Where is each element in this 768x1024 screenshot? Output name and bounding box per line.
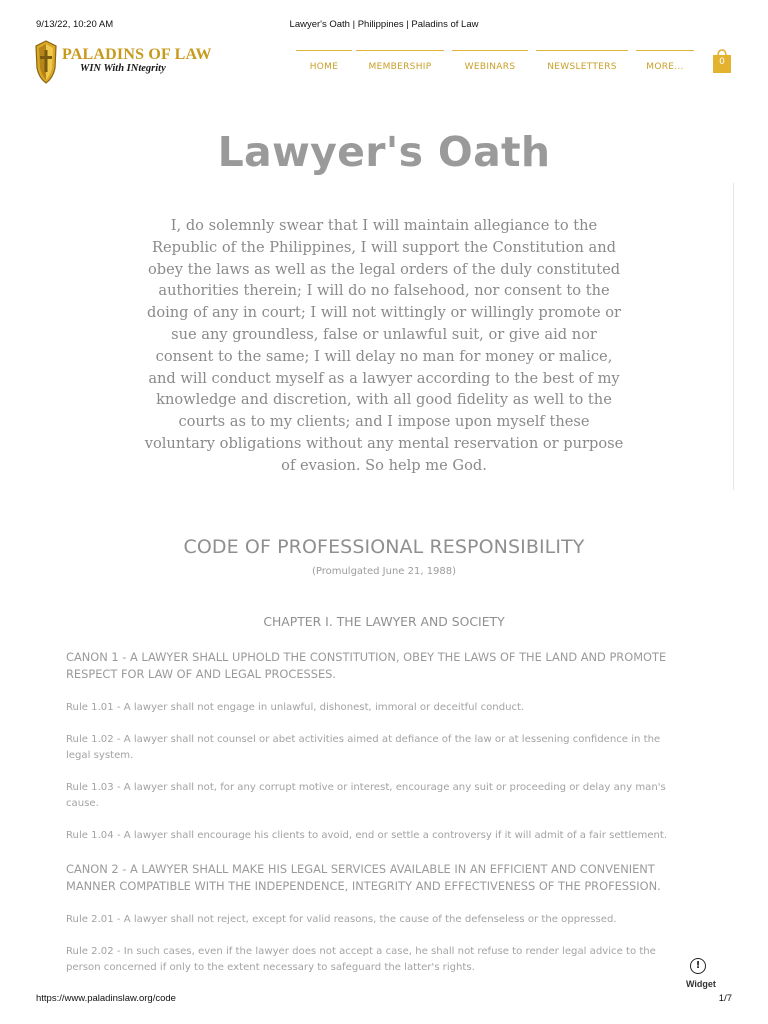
rule-1-04 xyxy=(66,828,706,844)
logo-brand-text: PALADINS OF LAW xyxy=(62,46,212,63)
canon-line: CANON 2 - A LAWYER SHALL MAKE HIS LEGAL SERVICES AVAILABLE IN AN EFFICIENT AND CONVENIENT xyxy=(66,862,655,876)
rule-1-01 xyxy=(66,700,706,716)
rule-line: Rule 1.03 - A lawyer shall not, for any corrupt motive or interest, encourage any suit or proceeding or delay any man's xyxy=(66,782,666,793)
oath-line: I, do solemnly swear that I will maintain allegiance to the xyxy=(170,217,598,234)
canon-line: RESPECT FOR LAW OF AND LEGAL PROCESSES. xyxy=(66,666,337,681)
rule-line: Rule 1.04 - A lawyer shall encourage his clients to avoid, end or settle a controversy if it will admit of a fair settlement. xyxy=(66,830,668,841)
rule-line: Rule 1.01 - A lawyer shall not engage in unlawful, dishonest, immoral or deceitful conduct. xyxy=(66,702,525,713)
canon-1 xyxy=(66,649,706,682)
site-logo[interactable] xyxy=(34,40,214,86)
rule-2-01 xyxy=(66,912,706,928)
rule-line: person concerned if only to the extent necessary to safeguard the latter's rights. xyxy=(66,961,475,973)
canon-line: MANNER COMPATIBLE WITH THE INDEPENDENCE, INTEGRITY AND EFFECTIVENESS OF THE PROFESSION. xyxy=(66,878,661,893)
nav-membership[interactable]: MEMBERSHIP xyxy=(356,50,444,77)
print-datetime: 9/13/22, 10:20 AM xyxy=(36,19,114,30)
page-title: Lawyer's Oath xyxy=(217,128,551,176)
nav-webinars[interactable]: WEBINARS xyxy=(452,50,528,77)
oath-line: sue any groundless, false or unlawful suit, or give aid nor xyxy=(171,325,597,343)
nav-more[interactable]: MORE... xyxy=(636,50,694,77)
canon-2 xyxy=(66,861,706,894)
rule-line: cause. xyxy=(66,797,99,809)
print-page-number: 1/7 xyxy=(718,993,732,1004)
oath-line: and will conduct myself as a lawyer according to the best of my xyxy=(148,369,620,387)
rule-line: Rule 2.01 - A lawyer shall not reject, except for valid reasons, the cause of the defenseless or the oppressed. xyxy=(66,914,617,925)
alert-circle-icon: ! xyxy=(690,958,706,974)
oath-line: consent to the same; I will delay no man for money or malice, xyxy=(155,347,613,365)
chapter-heading: CHAPTER I. THE LAWYER AND SOCIETY xyxy=(263,614,505,629)
cart-button[interactable] xyxy=(712,49,732,74)
rule-2-02 xyxy=(66,944,706,975)
rule-line: legal system. xyxy=(66,749,134,761)
oath-line: doing of any in court; I will not wittingly or willingly promote or xyxy=(146,304,621,322)
shield-logo-icon xyxy=(34,40,58,84)
logo-tagline: WIN With INtegrity xyxy=(80,63,166,74)
code-title: CODE OF PROFESSIONAL RESPONSIBILITY xyxy=(183,536,585,558)
code-promulgated: (Promulgated June 21, 1988) xyxy=(311,566,457,577)
cart-count: 0 xyxy=(719,57,725,67)
oath-line: courts as to my clients; and I impose upon myself these xyxy=(178,413,590,431)
print-page-title: Lawyer's Oath | Philippines | Paladins of Law xyxy=(289,19,479,30)
oath-line: knowledge and discretion, with all good fidelity as well to the xyxy=(156,391,612,409)
rule-line: Rule 1.02 - A lawyer shall not counsel or abet activities aimed at defiance of the law or at lessening confidence in the xyxy=(66,734,661,745)
print-url: https://www.paladinslaw.org/code xyxy=(36,993,176,1004)
nav-home[interactable]: HOME xyxy=(296,50,352,77)
rule-line: Rule 2.02 - In such cases, even if the lawyer does not accept a case, he shall not refuse to render legal advice to the xyxy=(66,946,656,957)
rule-1-02 xyxy=(66,732,706,763)
rule-1-03 xyxy=(66,780,706,811)
oath-line: authorities therein; I will do no falsehood, nor consent to the xyxy=(158,282,610,300)
widget-label: Widget xyxy=(686,979,716,989)
widget-button[interactable] xyxy=(686,958,716,992)
print-footer xyxy=(36,993,732,1007)
oath-line: of evasion. So help me God. xyxy=(281,456,487,474)
scroll-divider xyxy=(733,183,734,490)
nav-newsletters[interactable]: NEWSLETTERS xyxy=(536,50,628,77)
print-header xyxy=(36,19,732,33)
canon-line: CANON 1 - A LAWYER SHALL UPHOLD THE CONSTITUTION, OBEY THE LAWS OF THE LAND AND PROMOTE xyxy=(66,650,667,664)
oath-text xyxy=(140,215,628,477)
oath-line: Republic of the Philippines, I will support the Constitution and xyxy=(152,238,616,256)
oath-line: voluntary obligations without any mental reservation or purpose xyxy=(144,434,624,452)
oath-line: obey the laws as well as the legal orders of the duly constituted xyxy=(147,260,621,278)
